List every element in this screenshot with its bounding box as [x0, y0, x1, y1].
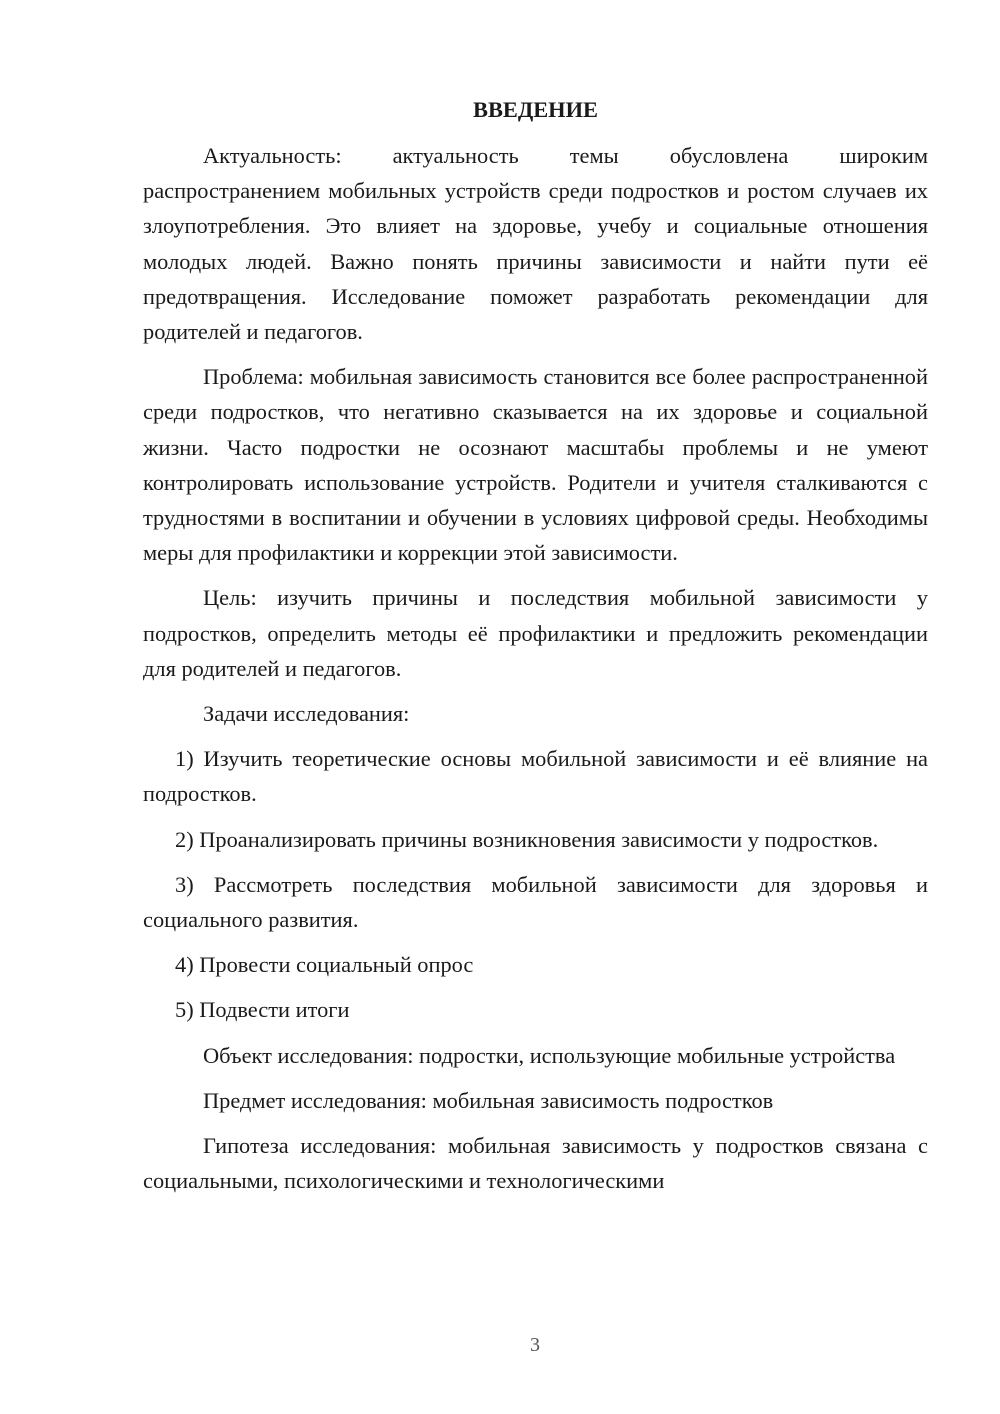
- paragraph-goal: Цель: изучить причины и последствия мобильной зависимости у подростков, определить методы её профилактики и предложить рекомендации для родителей и педагогов.: [143, 585, 928, 681]
- paragraph-subject: Предмет исследования: мобильная зависимость подростков: [203, 1087, 774, 1113]
- paragraph-object: Объект исследования: подростки, использующие мобильные устройства: [203, 1042, 896, 1068]
- paragraph-problem: Проблема: мобильная зависимость становится все более распространенной среди подростков, что негативно сказывается на их здоровье и социальной жизни. Часто подростки не осознают масштабы проблемы и не умеют контролировать использование устройств. Родители и учителя сталкиваются с трудностями в воспитании и обучении в условиях цифровой среды. Необходимы меры для профилактики и коррекции этой зависимости.: [143, 364, 928, 566]
- section-title: ВВЕДЕНИЕ: [473, 97, 598, 122]
- task-item-1: 1) Изучить теоретические основы мобильной зависимости и её влияние на подростков.: [143, 746, 928, 807]
- task-item-5: 5) Подвести итоги: [175, 997, 350, 1023]
- paragraph-relevance: Актуальность: актуальность темы обусловлена широким распространением мобильных устройств среди подростков и ростом случаев их злоупотребления. Это влияет на здоровье, учебу и социальные отношения молодых людей. Важно понять причины зависимости и найти пути её предотвращения. Исследование поможет разработать рекомендации для родителей и педагогов.: [143, 143, 928, 345]
- task-item-4: 4) Провести социальный опрос: [175, 952, 474, 978]
- page-body: [143, 92, 928, 1208]
- tasks-heading: Задачи исследования:: [203, 701, 410, 727]
- page-number: 3: [530, 1334, 540, 1356]
- paragraph-hypothesis: Гипотеза исследования: мобильная зависимость у подростков связана с социальными, психологическими и технологическими: [143, 1133, 928, 1194]
- task-item-3: 3) Рассмотреть последствия мобильной зависимости для здоровья и социального развития.: [143, 871, 928, 933]
- task-item-2: 2) Проанализировать причины возникновения зависимости у подростков.: [175, 826, 879, 852]
